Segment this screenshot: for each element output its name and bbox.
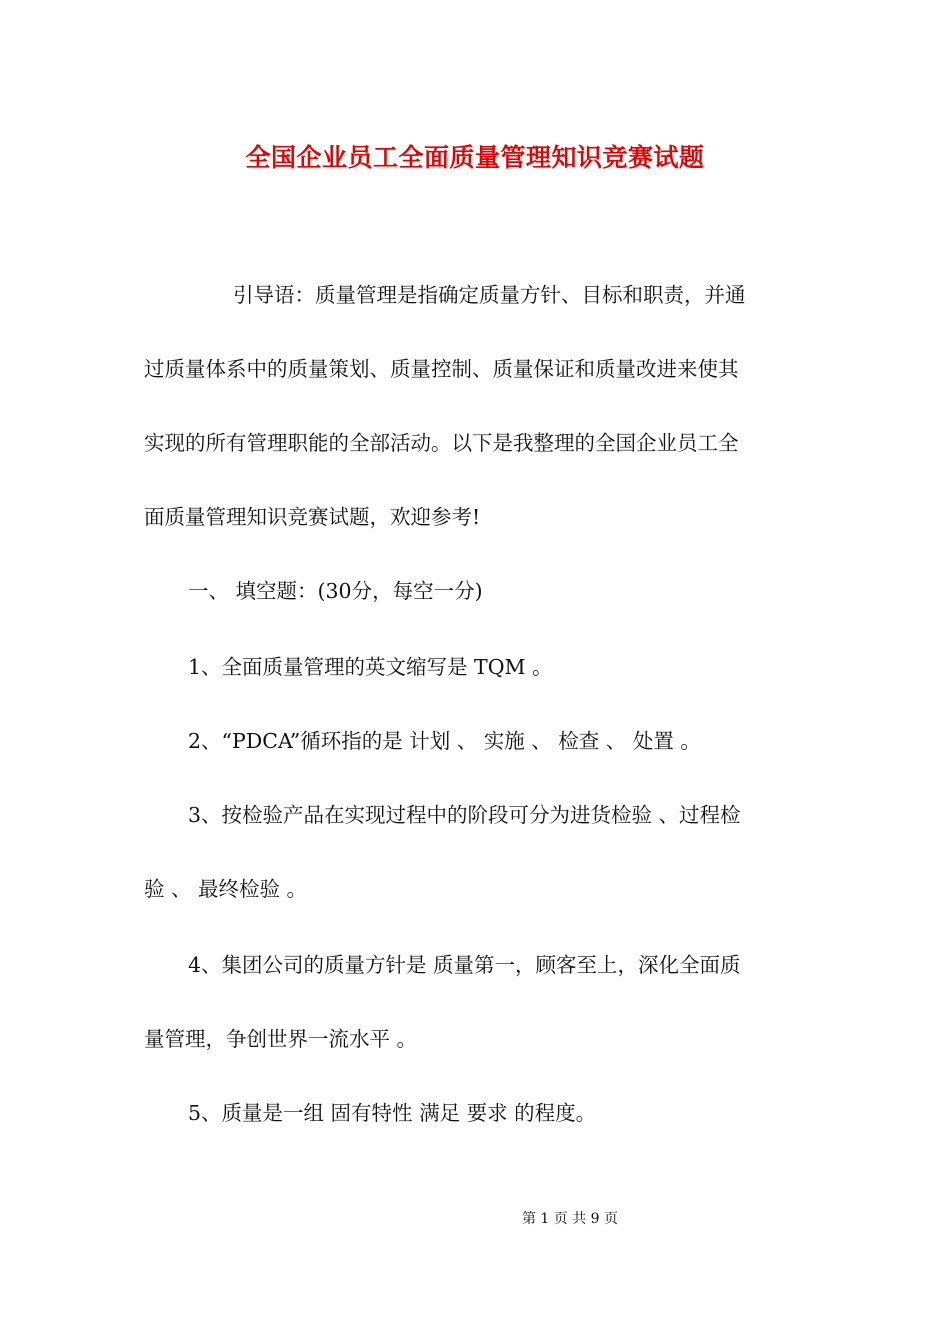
question-4-line-1: 4、集团公司的质量方针是 质量第一，顾客至上，深化全面质	[188, 953, 741, 977]
document-title: 全国企业员工全面质量管理知识竞赛试题	[245, 143, 705, 172]
intro-line-2: 过质量体系中的质量策划、质量控制、质量保证和质量改进来使其	[144, 357, 739, 381]
question-4-line-2: 量管理，争创世界一流水平 。	[144, 1027, 418, 1051]
intro-line-4: 面质量管理知识竞赛试题，欢迎参考!	[144, 505, 481, 529]
question-3-line-1: 3、按检验产品在实现过程中的阶段可分为进货检验 、过程检	[188, 803, 741, 827]
question-1: 1、全面质量管理的英文缩写是 TQM 。	[188, 655, 553, 679]
section-heading: 一、 填空题：(30分，每空一分)	[188, 579, 483, 603]
question-5: 5、质量是一组 固有特性 满足 要求 的程度。	[188, 1101, 597, 1125]
question-3-line-2: 验 、 最终检验 。	[144, 877, 308, 901]
question-2: 2、“PDCA”循环指的是 计划 、 实施 、 检查 、 处置 。	[188, 729, 701, 753]
page-footer: 第 1 页 共 9 页	[521, 1211, 619, 1227]
intro-line-3: 实现的所有管理职能的全部活动。以下是我整理的全国企业员工全	[144, 431, 739, 455]
intro-line-1: 引导语：质量管理是指确定质量方针、目标和职责，并通	[233, 283, 746, 307]
